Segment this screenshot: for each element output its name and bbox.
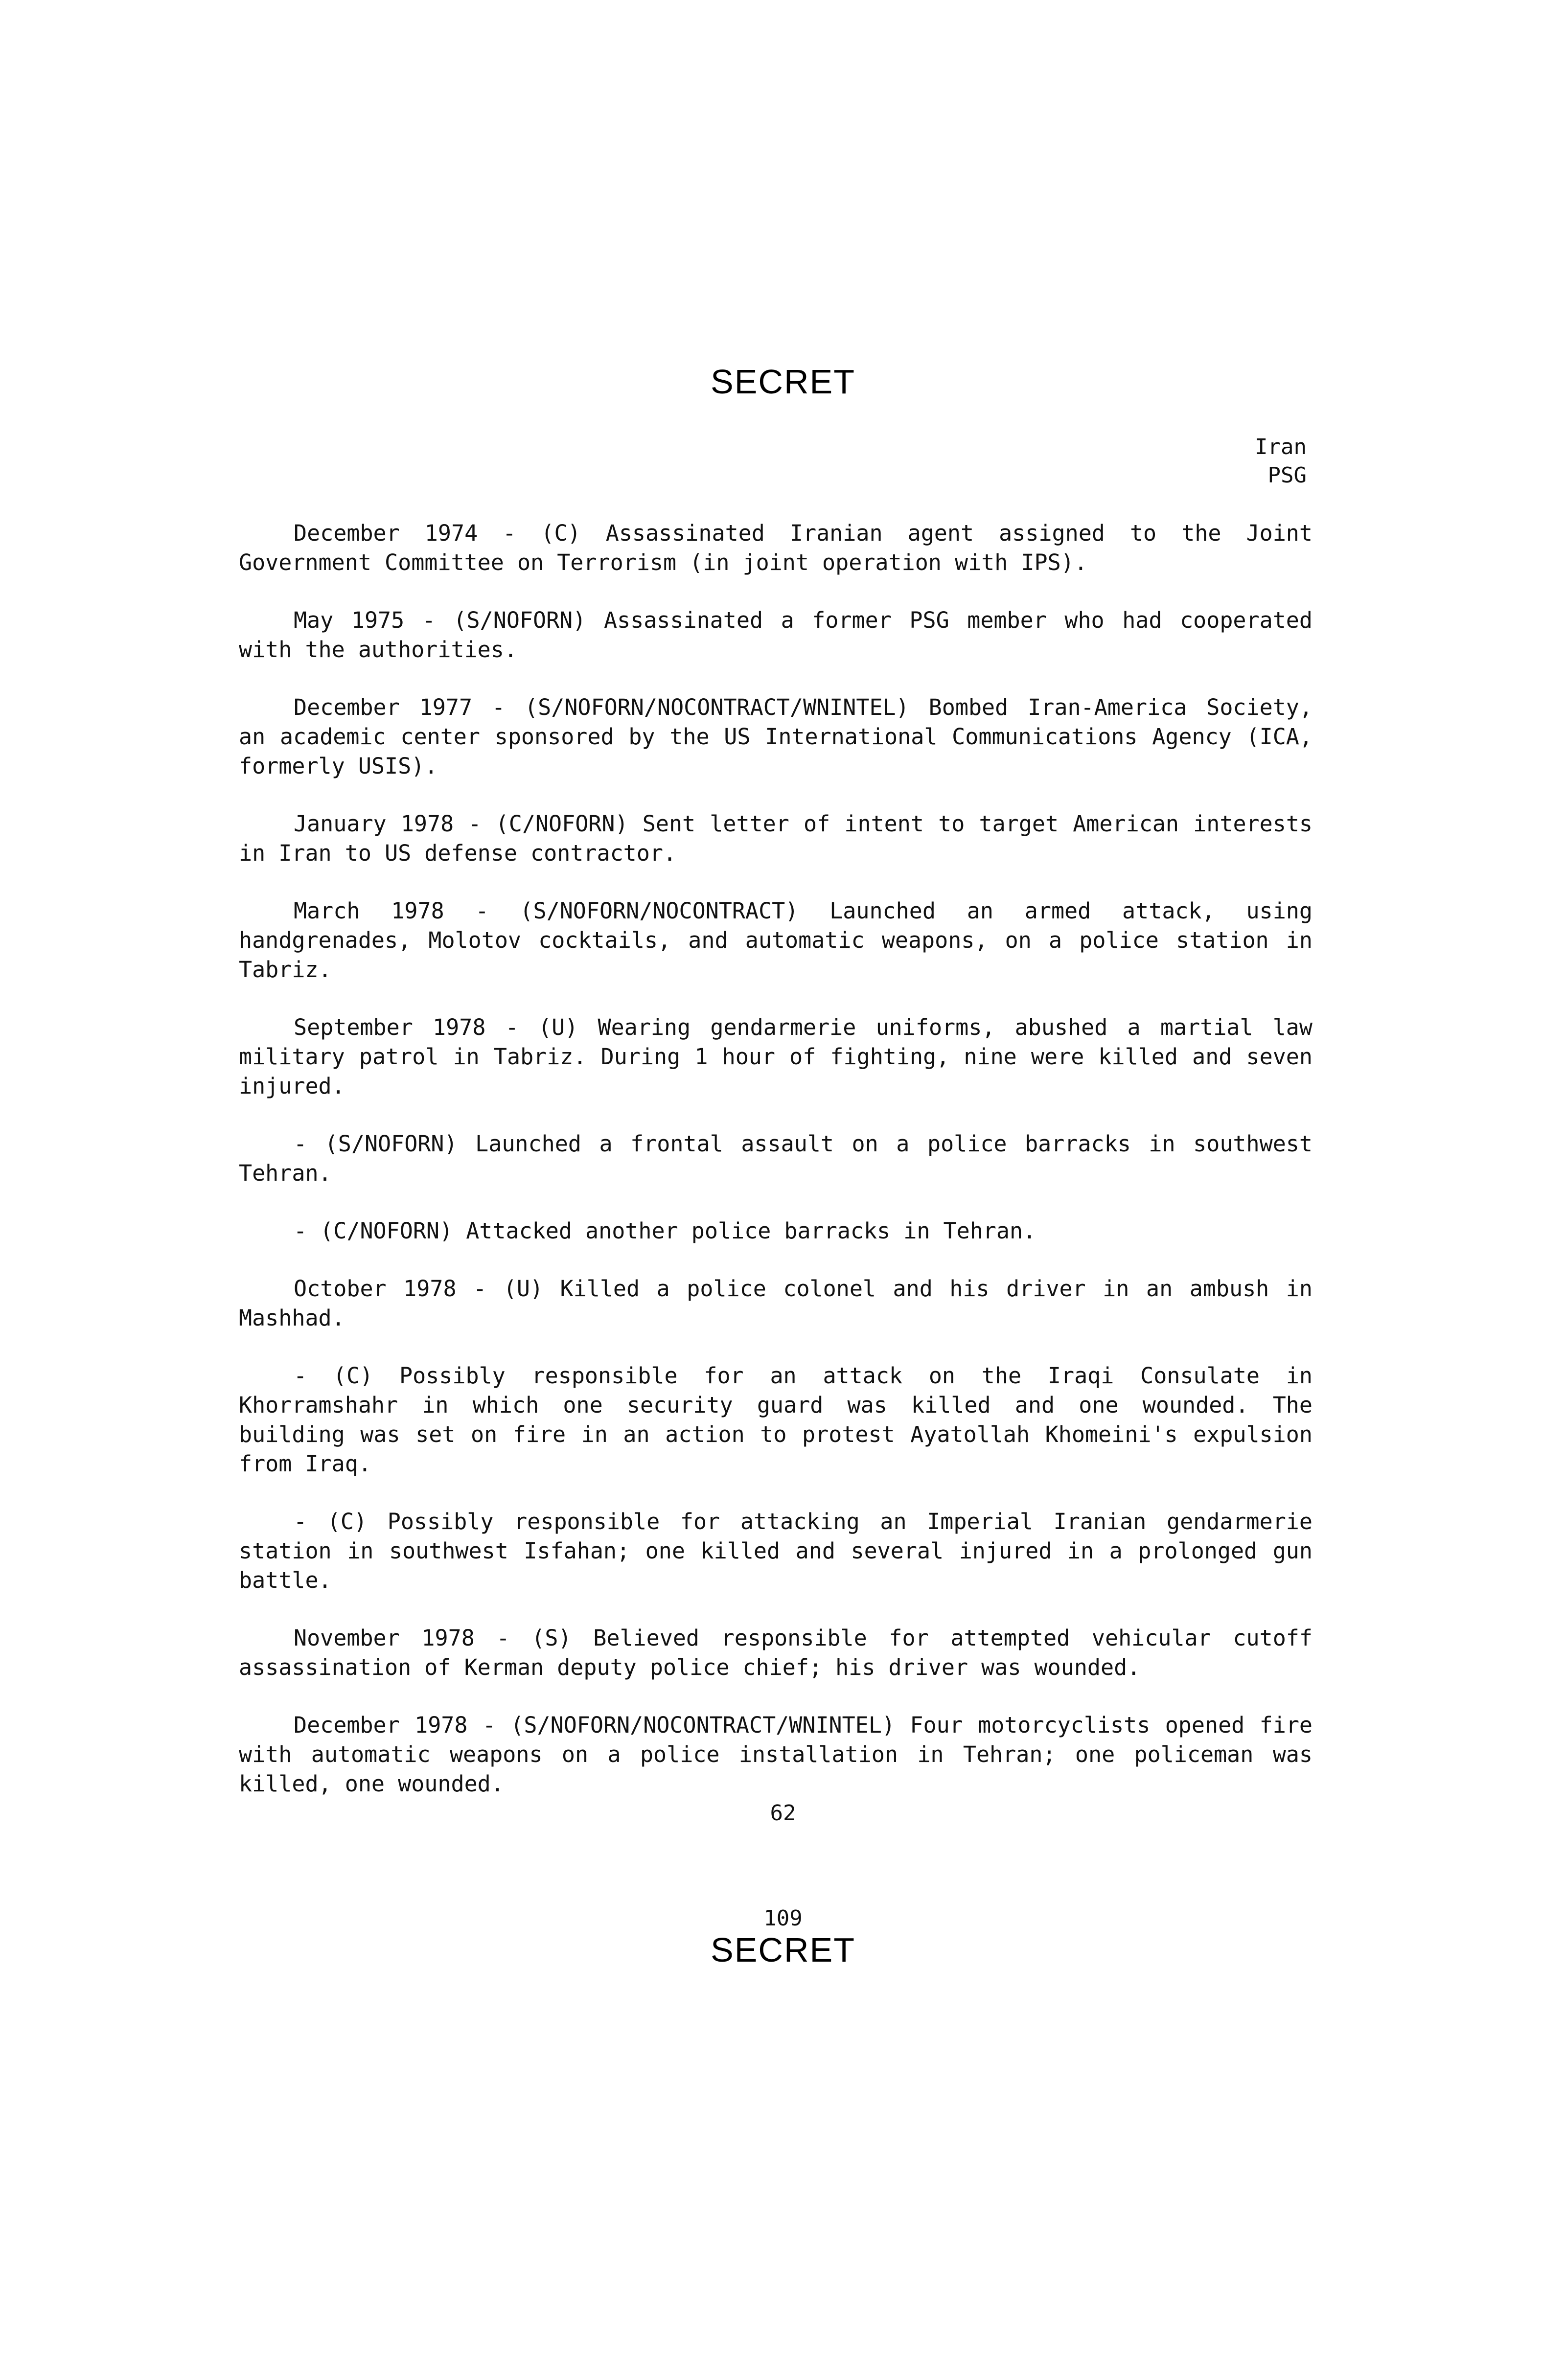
page-number-inner: 62 (770, 1801, 796, 1826)
chronology-entry: March 1978 - (S/NOFORN/NOCONTRACT) Launched an armed attack, using handgrenades, Molotov cocktails, and automatic weapons, on a police station in Tabriz. (239, 898, 1313, 983)
chronology-entry: - (C/NOFORN) Attacked another police barracks in Tehran. (294, 1218, 1036, 1244)
chronology-entry: January 1978 - (C/NOFORN) Sent letter of intent to target American interests in Iran to US defense contractor. (239, 811, 1313, 866)
chronology-entry: - (C) Possibly responsible for attacking an Imperial Iranian gendarmerie station in southwest Isfahan; one killed and several injured in a prolonged gun battle. (239, 1509, 1313, 1593)
chronology-text (239, 519, 1313, 1827)
page-number-outer: 109 (763, 1906, 803, 1931)
document-header (1174, 433, 1307, 490)
chronology-entry: November 1978 - (S) Believed responsible for attempted vehicular cutoff assassination of Kerman deputy police chief; his driver was wounded. (239, 1625, 1313, 1680)
chronology-entry: May 1975 - (S/NOFORN) Assassinated a former PSG member who had cooperated with the authorities. (239, 607, 1313, 663)
classification-marking-bottom: SECRET (711, 1931, 855, 1969)
chronology-entry: September 1978 - (U) Wearing gendarmerie uniforms, abushed a martial law military patrol in Tabriz. During 1 hour of fighting, nine were killed and seven injured. (239, 1014, 1313, 1099)
chronology-entry: December 1974 - (C) Assassinated Iranian agent assigned to the Joint Government Committee on Terrorism (in joint operation with IPS). (239, 520, 1313, 575)
chronology-entry: December 1977 - (S/NOFORN/NOCONTRACT/WNINTEL) Bombed Iran-America Society, an academic center sponsored by the US International Communications Agency (ICA, formerly USIS). (239, 694, 1313, 779)
header-group: PSG (1267, 463, 1307, 488)
chronology-entry: - (S/NOFORN) Launched a frontal assault on a police barracks in southwest Tehran. (239, 1131, 1313, 1186)
classification-marking-top: SECRET (711, 363, 855, 401)
header-country: Iran (1255, 435, 1307, 459)
chronology-entry: December 1978 - (S/NOFORN/NOCONTRACT/WNINTEL) Four motorcyclists opened fire with automatic weapons on a police installation in Tehran; one policeman was killed, one wounded. (239, 1712, 1313, 1797)
chronology-entry: - (C) Possibly responsible for an attack on the Iraqi Consulate in Khorramshahr in which one security guard was killed and one wounded. The building was set on fire in an action to protest Ayatollah Khomeini's expulsion from Iraq. (239, 1363, 1313, 1477)
chronology-entry: October 1978 - (U) Killed a police colonel and his driver in an ambush in Mashhad. (239, 1276, 1313, 1331)
